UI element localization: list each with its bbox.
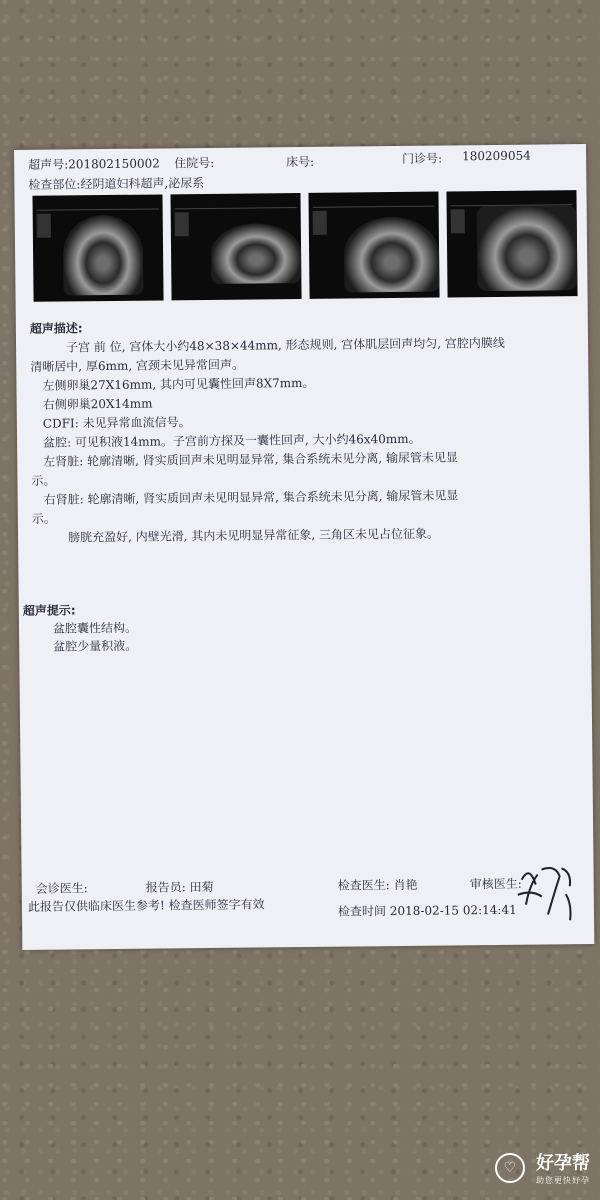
description-heading: 超声描述: [29,321,83,336]
conclusion-heading: 超声提示: [22,603,76,618]
disclaimer-note: 此报告仅供临床医生参考! 检查医师签字有效 [27,897,265,914]
description-line: 右肾脏: 轮廓清晰, 肾实质回声未见明显异常, 集合系统未见分离, 输尿管未见显 [43,488,459,507]
clinic-number-label: 门诊号: [402,151,443,166]
ultrasound-image-2 [170,193,301,300]
ultrasound-image-3 [308,192,439,299]
brand-name: 好孕帮 [536,1153,590,1174]
inpatient-number: 住院号: [174,155,215,171]
description-line: 左侧卵巢27X16mm, 其内可见囊性回声8X7mm。 [42,375,315,393]
ultrasound-report [14,144,594,950]
conclusion-item: 盆腔囊性结构。 [52,620,138,636]
reviewer-signature [511,854,592,925]
exam-part: 检查部位:经阴道妇科超声,泌尿系 [28,176,205,192]
brand-logo-icon: ♡ [495,1153,525,1183]
description-line: CDFI: 未见异常血流信号。 [42,415,191,431]
exam-time: 检查时间 2018-02-15 02:14:41 [337,902,517,919]
description-line: 盆腔: 可见积液14mm。子宫前方探及一囊性回声, 大小约46x40mm。 [42,431,421,450]
description-line: 左肾脏: 轮廓清晰, 肾实质回声未见明显异常, 集合系统未见分离, 输尿管未见显 [43,450,459,469]
description-line: 示。 [31,511,56,526]
brand-watermark [495,1149,590,1186]
bed-number: 床号: [286,154,315,170]
description-line: 示。 [31,473,56,488]
exam-doctor: 检查医生: 肖艳 [337,877,418,893]
description-line: 清晰居中, 厚6mm, 宫颈未见异常回声。 [30,357,244,374]
reporter: 报告员: 田菊 [145,879,214,895]
ultrasound-image-1 [32,194,163,301]
clinic-number: 180209054 [462,148,531,164]
conclusion-item: 盆腔少量积液。 [53,638,138,654]
ultrasound-images [32,190,578,304]
description-section [30,314,577,548]
description-line: 子宫 前 位, 宫体大小约48×38×44mm, 形态规则, 宫体肌层回声均匀, 宫腔内膜线 [65,335,505,355]
us-number: 超声号:201802150002 [28,156,160,172]
brand-slogan: 助您更快好孕 [536,1176,590,1185]
review-doctor: 审核医生: [469,876,522,892]
description-line: 膀胱充盈好, 内壁光滑, 其内未见明显异常征象, 三角区未见占位征象。 [67,526,440,545]
consult-doctor: 会诊医生: [35,881,88,896]
ultrasound-image-4 [446,190,577,297]
description-line: 右侧卵巢20X14mm [42,396,153,412]
